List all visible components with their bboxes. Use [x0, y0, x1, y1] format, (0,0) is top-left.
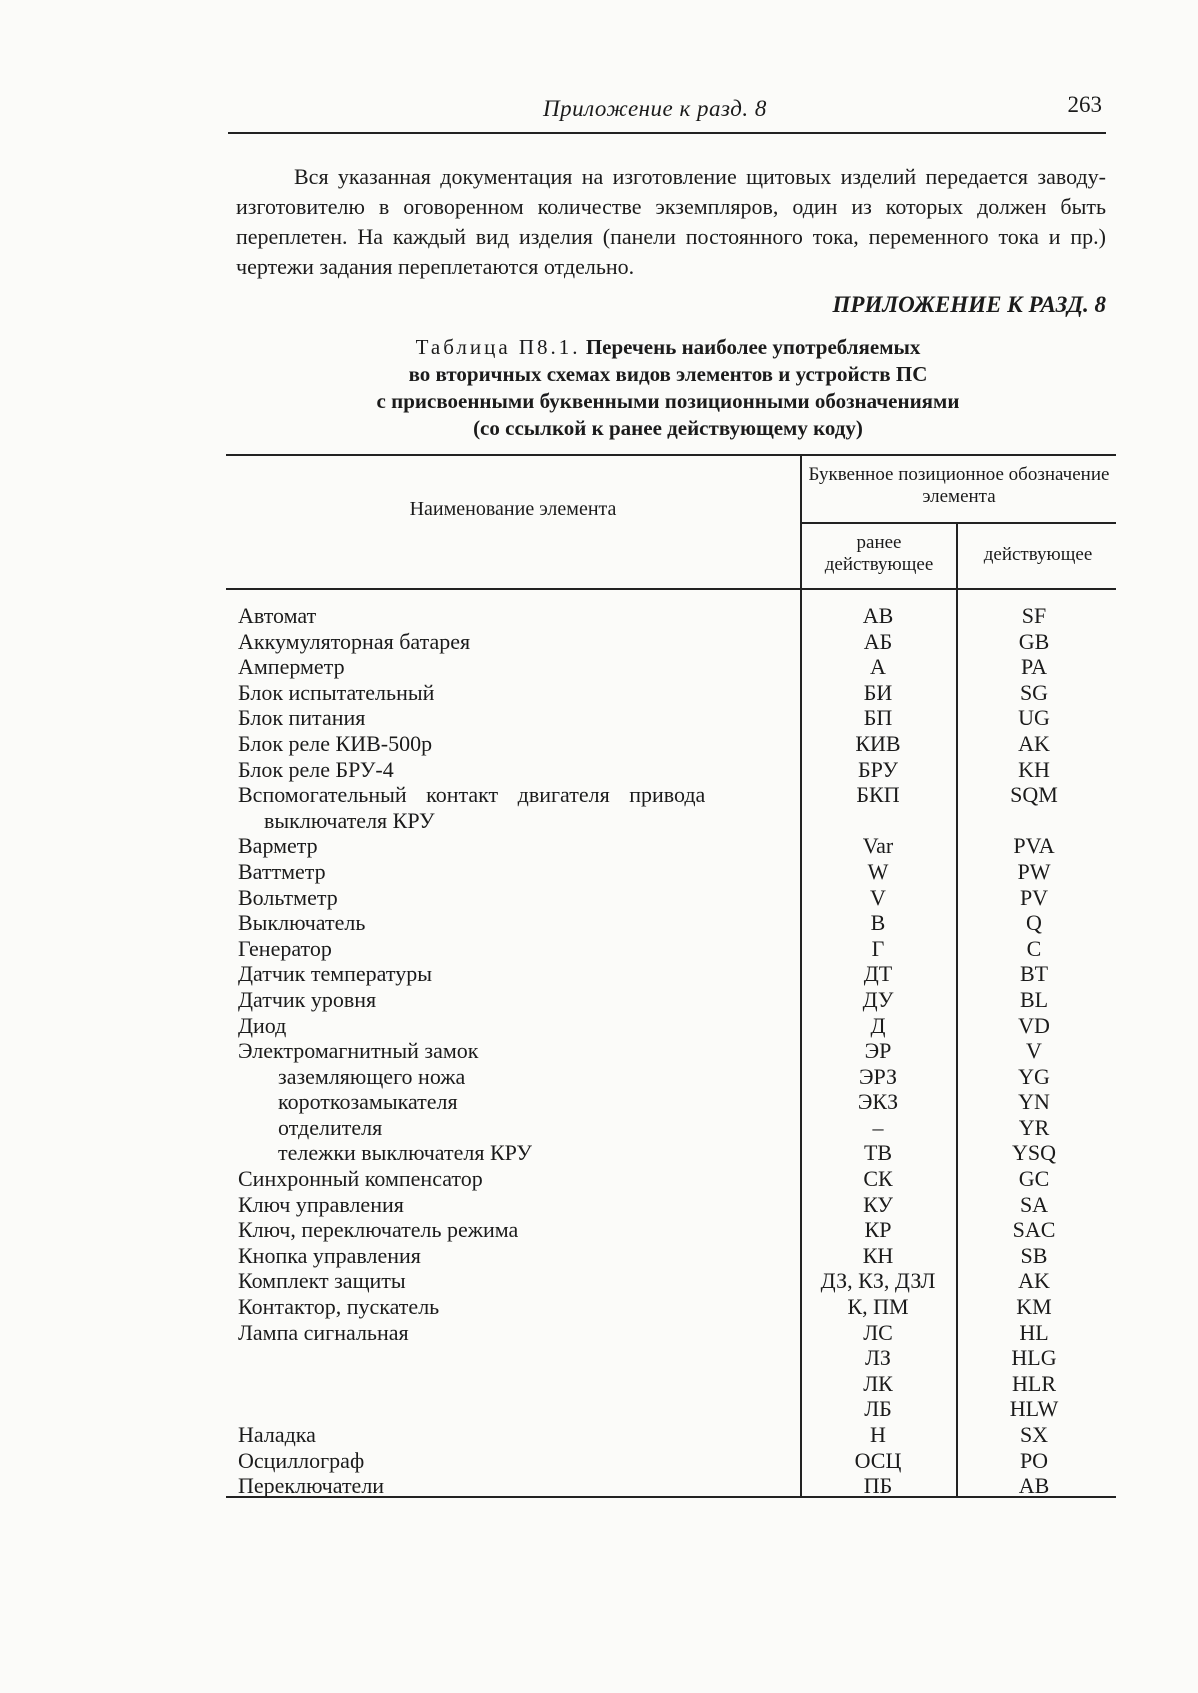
table-row: [226, 1166, 1116, 1192]
table-row: [226, 603, 1116, 629]
current-code-cell: KM: [1016, 1294, 1052, 1320]
previous-code-cell: АВ: [862, 603, 894, 628]
current-code-cell: YR: [1018, 1114, 1050, 1140]
previous-code-cell: V: [870, 884, 886, 910]
previous-code-cell: ЭКЗ: [857, 1089, 899, 1115]
current-code-cell: AK: [1018, 730, 1050, 756]
previous-code-cell: ОСЦ: [854, 1447, 902, 1473]
current-code-cell: YG: [1018, 1063, 1050, 1089]
table-row: [226, 910, 1116, 936]
current-code-cell: UG: [1018, 705, 1050, 731]
current-code-cell: YSQ: [1011, 1140, 1056, 1166]
previous-code-cell: ПБ: [863, 1473, 893, 1499]
current-code-cell: VD: [1018, 1012, 1050, 1038]
current-code-cell: PO: [1019, 1447, 1049, 1473]
header-previous: ранее действующее: [824, 532, 934, 575]
table-row: [226, 705, 1116, 731]
table-row: [226, 936, 1116, 962]
current-code-cell: SB: [1020, 1242, 1048, 1268]
table-row: [226, 833, 1116, 859]
element-name-cell: заземляющего ножа: [278, 1063, 466, 1089]
previous-code-cell: Н: [870, 1422, 886, 1447]
header-bottom-rule: [226, 588, 1116, 590]
previous-code-cell: БРУ: [858, 756, 898, 782]
table-row: [226, 1448, 1116, 1474]
previous-code-cell: Г: [871, 935, 885, 961]
table-row: [226, 808, 1116, 834]
element-name-cell: Блок реле БРУ-4: [238, 756, 394, 782]
current-code-cell: SA: [1019, 1191, 1049, 1217]
element-name-cell: Датчик уровня: [238, 986, 377, 1012]
header-letter-designation: Буквенное позиционное обозначение элемента: [808, 464, 1110, 507]
table-row: [226, 654, 1116, 680]
elements-table: [226, 454, 1116, 1498]
table-row: [226, 1064, 1116, 1090]
header-element-name: Наименование элемента: [409, 498, 617, 520]
element-name-cell: Блок питания: [238, 705, 366, 731]
current-code-cell: YN: [1018, 1089, 1050, 1115]
table-body: [226, 603, 1116, 1499]
page-number: 263: [1067, 92, 1102, 117]
current-code-cell: HL: [1019, 1319, 1049, 1345]
previous-code-cell: ЭР: [864, 1038, 892, 1064]
table-row: [226, 629, 1116, 655]
previous-code-cell: ДУ: [862, 986, 894, 1012]
element-name-cell: Синхронный компенсатор: [238, 1166, 483, 1192]
table-row: [226, 885, 1116, 911]
table-row: [226, 731, 1116, 757]
previous-code-cell: ЛБ: [864, 1396, 892, 1422]
previous-code-cell: ТВ: [863, 1140, 893, 1166]
element-name-cell: Генератор: [238, 935, 332, 961]
previous-code-cell: КН: [862, 1242, 894, 1268]
previous-code-cell: К, ПМ: [847, 1294, 909, 1320]
running-title: Приложение к разд. 8: [543, 96, 767, 121]
table-caption: [228, 334, 1108, 442]
current-code-cell: HLG: [1011, 1345, 1057, 1371]
element-name-cell: Вольтметр: [238, 884, 338, 910]
current-code-cell: PW: [1017, 858, 1051, 884]
caption-title-1: Перечень наиболее употребляемых: [585, 335, 921, 359]
table-row: [226, 757, 1116, 783]
table-row: [226, 987, 1116, 1013]
element-name-cell: Блок испытательный: [238, 679, 435, 705]
previous-code-cell: ЛК: [863, 1370, 893, 1396]
table-row: [226, 1243, 1116, 1269]
table-row: [226, 1089, 1116, 1115]
header-group-rule: [800, 522, 1116, 524]
element-name-cell: Диод: [238, 1012, 287, 1038]
table-row: [226, 1140, 1116, 1166]
table-row: [226, 1294, 1116, 1320]
current-code-cell: KH: [1018, 756, 1050, 782]
previous-code-cell: БП: [863, 705, 893, 731]
caption-line-3: с присвоенными буквенными позиционными обозначениями: [376, 389, 960, 413]
table-row: [226, 1115, 1116, 1141]
current-code-cell: PV: [1019, 884, 1049, 910]
element-name-cell: выключателя КРУ: [264, 807, 435, 833]
table-row: [226, 1320, 1116, 1346]
element-name-cell: Датчик температуры: [238, 961, 432, 987]
element-name-cell: тележки выключателя КРУ: [278, 1140, 532, 1166]
previous-code-cell: КИВ: [855, 730, 901, 756]
current-code-cell: C: [1026, 935, 1042, 961]
element-name-cell: короткозамыкателя: [278, 1089, 458, 1115]
element-name-cell: Лампа сигнальная: [238, 1319, 409, 1345]
table-row: [226, 1473, 1116, 1499]
element-name-cell: Электромагнитный замок: [238, 1038, 479, 1064]
current-code-cell: BL: [1019, 986, 1049, 1012]
element-name-cell: Переключатели: [238, 1473, 385, 1499]
element-name-cell: Выключатель: [238, 910, 366, 936]
previous-code-cell: ЛЗ: [865, 1345, 891, 1371]
element-name-cell: Ключ, переключатель режима: [238, 1217, 519, 1243]
previous-code-cell: БКП: [856, 782, 900, 808]
current-code-cell: AB: [1018, 1473, 1050, 1499]
caption-line-1: [228, 334, 1108, 361]
previous-code-cell: ЛС: [863, 1319, 893, 1345]
current-code-cell: V: [1026, 1038, 1042, 1064]
previous-code-cell: БИ: [863, 679, 893, 705]
current-code-cell: HLR: [1012, 1370, 1056, 1396]
header-current: действующее: [983, 544, 1093, 565]
current-code-cell: SAC: [1012, 1217, 1056, 1243]
table-row: [226, 1422, 1116, 1448]
table-row: [226, 961, 1116, 987]
previous-code-cell: А: [870, 654, 886, 680]
element-name-cell: Аккумуляторная батарея: [238, 628, 471, 654]
element-name-cell: Вспомогательный контакт двигателя привода: [238, 782, 706, 808]
table-row: [226, 1217, 1116, 1243]
current-code-cell: PVA: [1013, 833, 1055, 859]
previous-code-cell: В: [870, 910, 886, 936]
table-row: [226, 1268, 1116, 1294]
table-top-rule: [226, 454, 1116, 456]
element-name-cell: Комплект защиты: [238, 1268, 406, 1294]
table-row: [226, 1192, 1116, 1218]
caption-line-2: во вторичных схемах видов элементов и устройств ПС: [408, 362, 928, 386]
table-row: [226, 859, 1116, 885]
current-code-cell: AK: [1018, 1268, 1050, 1294]
element-name-cell: Наладка: [238, 1422, 316, 1447]
previous-code-cell: Var: [862, 833, 894, 859]
previous-code-cell: КУ: [863, 1191, 893, 1217]
current-code-cell: SX: [1019, 1422, 1049, 1447]
table-row: [226, 1345, 1116, 1371]
current-code-cell: BT: [1019, 961, 1049, 987]
previous-code-cell: КР: [864, 1217, 892, 1243]
table-row: [226, 680, 1116, 706]
element-name-cell: Автомат: [238, 603, 317, 628]
element-name-cell: Варметр: [238, 833, 318, 859]
previous-code-cell: Д: [870, 1012, 886, 1038]
element-name-cell: Ваттметр: [238, 858, 326, 884]
table-row: [226, 1038, 1116, 1064]
current-code-cell: HLW: [1009, 1396, 1059, 1422]
current-code-cell: SF: [1021, 603, 1047, 628]
current-code-cell: SG: [1019, 679, 1049, 705]
element-name-cell: Кнопка управления: [238, 1242, 421, 1268]
appendix-heading: ПРИЛОЖЕНИЕ К РАЗД. 8: [832, 292, 1106, 317]
table-row: [226, 1396, 1116, 1422]
current-code-cell: PA: [1020, 654, 1048, 680]
table-row: [226, 782, 1116, 808]
element-name-cell: Амперметр: [238, 654, 345, 680]
table-row: [226, 1013, 1116, 1039]
intro-paragraph: Вся указанная документация на изготовление щитовых изделий передается заводу-изготовителю в оговоренном количестве экземпляров, один из которых должен быть переплетен. На каждый вид изделия (панели постоянного тока, переменного тока и пр.) чертежи задания переплетаются отдельно.: [236, 164, 1106, 279]
element-name-cell: Блок реле КИВ-500р: [238, 730, 433, 756]
element-name-cell: Ключ управления: [238, 1191, 404, 1217]
previous-code-cell: АБ: [863, 628, 893, 654]
previous-code-cell: ДЗ, КЗ, ДЗЛ: [820, 1268, 936, 1294]
caption-line-4: (со ссылкой к ранее действующему коду): [473, 416, 863, 440]
previous-code-cell: –: [872, 1114, 884, 1140]
current-code-cell: GC: [1018, 1166, 1050, 1192]
previous-code-cell: СК: [863, 1166, 893, 1192]
running-header: [228, 92, 1106, 134]
current-code-cell: GB: [1018, 628, 1050, 654]
previous-code-cell: ДТ: [863, 961, 893, 987]
element-name-cell: Осциллограф: [238, 1447, 365, 1473]
previous-code-cell: ЭРЗ: [858, 1063, 898, 1089]
current-code-cell: SQM: [1010, 782, 1058, 808]
table-number: Таблица П8.1.: [415, 335, 581, 359]
table-row: [226, 1371, 1116, 1397]
current-code-cell: Q: [1026, 910, 1042, 936]
element-name-cell: отделителя: [278, 1114, 383, 1140]
element-name-cell: Контактор, пускатель: [238, 1294, 440, 1320]
previous-code-cell: W: [867, 858, 889, 884]
